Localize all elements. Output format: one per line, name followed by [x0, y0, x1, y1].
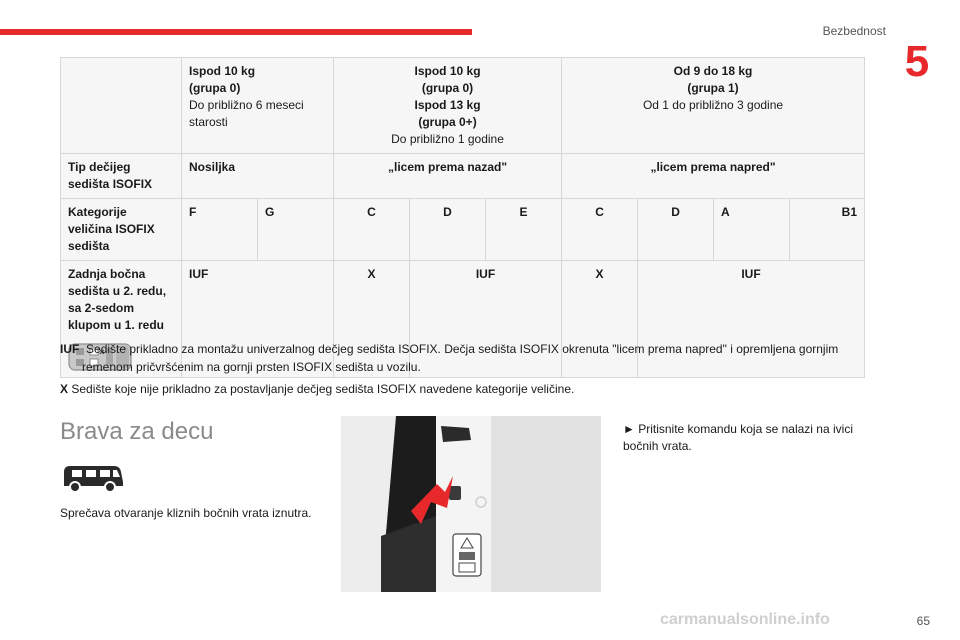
chapter-number: 5: [904, 37, 930, 86]
row-type-label: Tip dečijeg sedišta ISOFIX: [61, 154, 182, 199]
group-1-label: (grupa 1): [687, 81, 739, 95]
group-0plus-weight-a: Ispod 10 kg: [414, 64, 481, 78]
group-0plus-weight-b: Ispod 13 kg: [414, 98, 481, 112]
isofix-table: [60, 57, 865, 378]
group-1-cell: [562, 58, 865, 154]
header-accent-bar: [0, 29, 472, 35]
size-cell: D: [638, 199, 714, 261]
legend-iuf-text-2: remenom pričvršćenim na gornji prsten ISOFIX sedišta u vozilu.: [82, 360, 421, 374]
table-row-type: [61, 154, 865, 199]
seat-compat-cell: IUF: [410, 261, 562, 378]
type-nosiljka: Nosiljka: [182, 154, 334, 199]
group-0plus-label-a: (grupa 0): [421, 81, 474, 95]
size-cell: B1: [790, 199, 865, 261]
page-number: 65: [916, 614, 930, 628]
size-cell: G: [258, 199, 334, 261]
group-0-weight: Ispod 10 kg: [189, 64, 256, 78]
legend-iuf-key: IUF: [60, 342, 80, 356]
section-title: Brava za decu: [60, 418, 214, 445]
group-0-cell: [182, 58, 334, 154]
row-seats-label: Zadnja bočna sedišta u 2. redu, sa 2-sedom klupom u 1. redu: [68, 267, 167, 332]
seat-compat-cell: X: [562, 261, 638, 378]
legend-x-text: Sedište koje nije prikladno za postavljanje dečjeg sedišta ISOFIX navedene kategorije veličine.: [71, 382, 575, 396]
legend-iuf: [60, 340, 865, 376]
type-rear-facing: „licem prema nazad": [334, 154, 562, 199]
group-1-age: Od 1 do približno 3 godine: [642, 98, 784, 112]
section-intro: Sprečava otvaranje kliznih bočnih vrata iznutra.: [60, 506, 312, 520]
group-0plus-cell: [334, 58, 562, 154]
table-corner-cell: [61, 58, 182, 154]
type-forward-facing: „licem prema napred": [562, 154, 865, 199]
group-1-weight: Od 9 do 18 kg: [673, 64, 753, 78]
instruction-text: ► Pritisnite komandu koja se nalazi na ivici bočnih vrata.: [623, 422, 853, 453]
child-lock-photo: [341, 416, 601, 592]
section-name: Bezbednost: [822, 24, 886, 38]
group-0plus-age: Do približno 1 godine: [391, 132, 504, 146]
size-cell: C: [562, 199, 638, 261]
legend-x-key: X: [60, 382, 69, 396]
size-cell: E: [486, 199, 562, 261]
seat-compat-cell: IUF: [638, 261, 865, 378]
legend-x: [60, 380, 865, 398]
size-cell: F: [182, 199, 258, 261]
row-size-label: Kategorije veličina ISOFIX sedišta: [61, 199, 182, 261]
size-cell: D: [410, 199, 486, 261]
group-0-age: Do približno 6 meseci starosti: [189, 98, 304, 129]
legend-iuf-text: Sedište prikladno za montažu univerzalnog dečjeg sedišta ISOFIX. Dečja sedišta ISOFIX okrenuta "licem prema napred" i opremljena gornjim: [86, 342, 839, 356]
size-cell: A: [714, 199, 790, 261]
seat-compat-cell: X: [334, 261, 410, 378]
size-cell: C: [334, 199, 410, 261]
table-row-size: [61, 199, 865, 261]
group-0plus-label-b: (grupa 0+): [418, 115, 477, 129]
van-icon: [60, 462, 124, 494]
seat-compat-cell: IUF: [182, 261, 334, 378]
footer-watermark: carmanualsonline.info: [660, 611, 830, 628]
table-row-groups: [61, 58, 865, 154]
group-0-label: (grupa 0): [189, 81, 241, 95]
